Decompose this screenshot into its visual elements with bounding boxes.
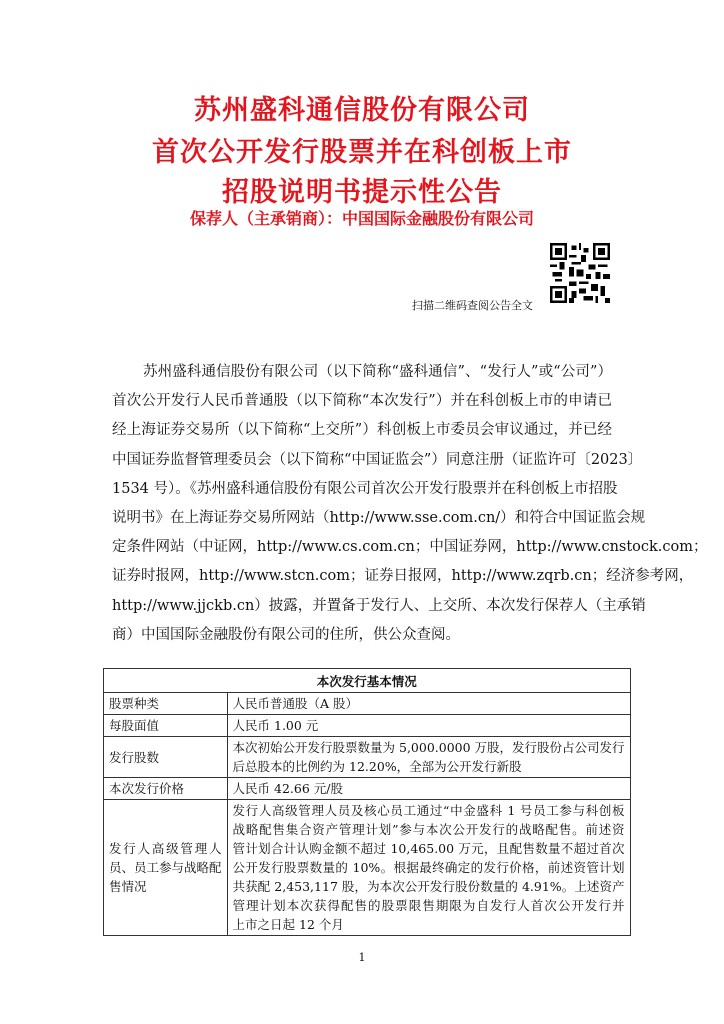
- paragraph-line: 中国证券监督管理委员会（以下简称“中国证监会”）同意注册（证监许可〔2023〕: [112, 451, 643, 468]
- row-key: 股票种类: [109, 696, 160, 711]
- row-value: 管计划合计认购金额不超过 10,465.00 万元，且配售数量不超过首次: [232, 841, 625, 856]
- row-value: 后总股本的比例约为 12.20%，全部为公开发行新股: [232, 759, 522, 774]
- row-key: 每股面值: [109, 718, 160, 733]
- row-value: 人民币 42.66 元/股: [232, 781, 343, 796]
- table-row: [104, 800, 631, 936]
- paragraph-line: 苏州盛科通信股份有限公司（以下简称“盛科通信”、“发行人”或“公司”）: [143, 364, 612, 380]
- title-line-1: 苏州盛科通信股份有限公司: [194, 95, 530, 126]
- row-value: 公开发行股票数量的 10%。根据最终确定的发行价格，前述资管计划: [232, 860, 625, 875]
- paragraph-line: http://www.jjckb.cn）披露，并置备于发行人、上交所、本次发行保荐人（主承销: [112, 597, 646, 614]
- row-key: 本次发行价格: [109, 781, 185, 796]
- page-number: 1: [358, 951, 366, 964]
- row-key: 发行股数: [109, 749, 160, 765]
- row-value: 发行人高级管理人员及核心员工通过“中金盛科 1 号员工参与科创板: [232, 803, 625, 818]
- paragraph-line: 经上海证券交易所（以下简称“上交所”）科创板上市委员会审议通过，并已经: [112, 422, 612, 439]
- paragraph-line: 1534 号）。《苏州盛科通信股份有限公司首次公开发行股票并在科创板上市招股: [112, 480, 618, 497]
- qr-code-icon: [550, 243, 610, 303]
- title-line-2: 首次公开发行股票并在科创板上市: [152, 137, 572, 168]
- paragraph-line: 证券时报网，http://www.stcn.com；证券日报网，http://www.zqrb.cn；经济参考网，: [112, 568, 694, 585]
- table-row: [104, 737, 631, 778]
- row-value: 本次初始公开发行股票数量为 5,000.0000 万股，发行股份占公司发行: [232, 740, 625, 755]
- row-value: 人民币 1.00 元: [232, 718, 319, 733]
- row-value: 管理计划本次获得配售的股票限售期限为自发行人首次公开发行并: [232, 898, 625, 913]
- row-value: 人民币普通股（A 股）: [232, 696, 359, 711]
- table-row: [104, 693, 631, 715]
- title-line-3: 招股说明书提示性公告: [222, 177, 502, 208]
- row-key: 售情况: [109, 879, 147, 894]
- paragraph-line: 定条件网站（中证网，http://www.cs.com.cn；中国证券网，http://www.cnstock.com；: [112, 539, 708, 556]
- qr-caption: 扫描二维码查阅公告全文: [412, 299, 533, 312]
- issuance-info-table: [103, 668, 631, 936]
- row-value: 共获配 2,453,117 股，为本次公开发行股份数量的 4.91%。上述资产: [232, 879, 625, 894]
- table-header: 本次发行基本情况: [104, 669, 631, 693]
- paragraph-line: 商）中国国际金融股份有限公司的住所，供公众查阅。: [112, 626, 460, 643]
- row-value: 上市之日起 12 个月: [232, 917, 344, 932]
- row-key: 员、员工参与战略配: [109, 860, 222, 875]
- row-value: 战略配售集合资产管理计划”参与本次公开发行的战略配售。前述资: [232, 822, 625, 837]
- paragraph-line: 说明书》在上海证券交易所网站（http://www.sse.com.cn/）和符合中国证监会规: [112, 509, 646, 526]
- table-row: [104, 778, 631, 800]
- row-key: 发行人高级管理人: [109, 841, 222, 856]
- body-paragraph: [112, 358, 708, 650]
- paragraph-line: 首次公开发行人民币普通股（以下简称“本次发行”）并在科创板上市的申请已: [112, 393, 612, 410]
- sponsor-line: 保荐人（主承销商）：中国国际金融股份有限公司: [189, 209, 534, 228]
- table-row: [104, 715, 631, 737]
